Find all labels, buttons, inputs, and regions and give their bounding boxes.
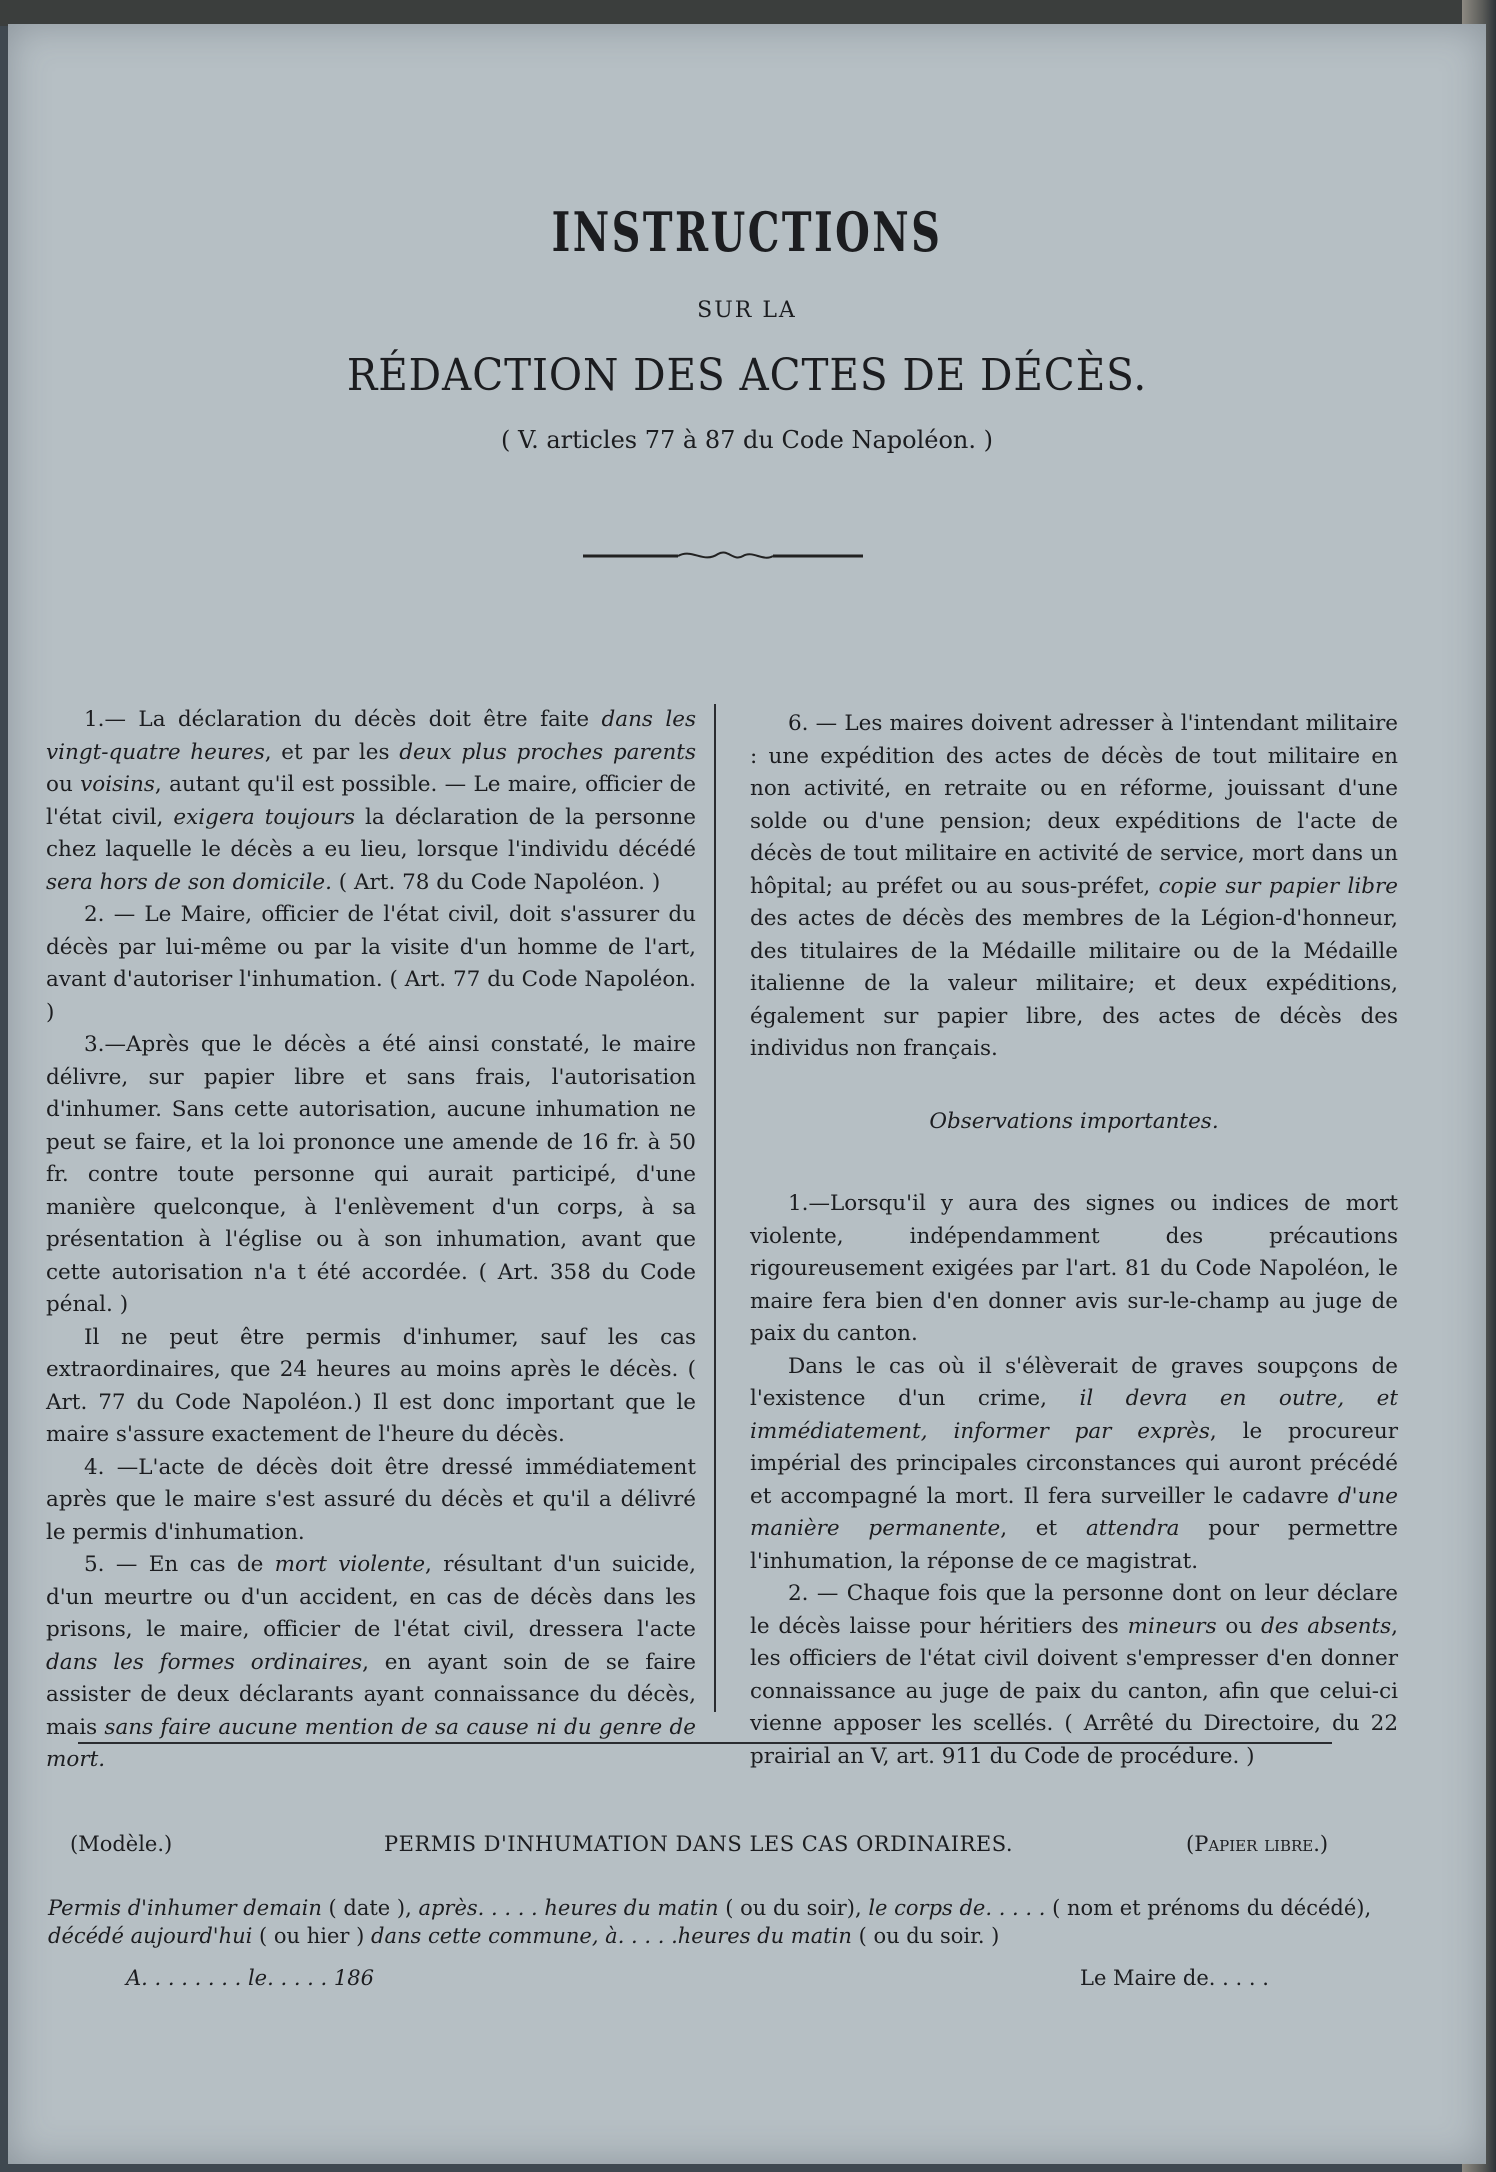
text-run: la déclaration de la personne chez laquelle le décès a eu lieu, lorsque l'individu décédé (46, 804, 696, 862)
column-divider (714, 704, 716, 1712)
left-column (46, 704, 696, 1777)
text-run: , en ayant soin de se faire assister de deux déclarants ayant connaissance du décès, mais (46, 1649, 697, 1740)
italic-text: exigera toujours (173, 804, 355, 830)
book-top-edge (0, 0, 1496, 26)
italic-text: sera hors de son domicile. (46, 869, 332, 895)
text-run: pour permettre l'inhumation, la réponse de ce magistrat. (750, 1516, 1398, 1574)
italic-text: deux plus proches parents (399, 739, 696, 765)
text-run: 6. — Les maires doivent adresser à l'intendant militaire : une expédition des actes de décès de tout militaire en non activité, en retraite ou en réforme, jouissant d'une solde ou d'une pension; deux expéditions de l'acte de décès de tout militaire en activité de service, mort dans un hôpital; au préfet ou au sous-préfet, (750, 711, 1398, 899)
text-run: ou (46, 772, 81, 797)
italic-text: mineurs (1127, 1613, 1217, 1639)
text-run: des actes de décès des membres de la Légion-d'honneur, des titulaires de la Médaille militaire ou de la Médaille italienne de la valeur militaire; et deux expéditions, également sur papier libre, des actes de décès des individus non français. (750, 906, 1398, 1061)
paragraph-p1 (46, 704, 696, 899)
text-run: Il ne peut être permis d'inhumer, sauf les cas extraordinaires, que 24 heures au moins après le décès. ( Art. 77 du Code Napoléon.) Il est donc important que le maire s'assure exactement de l'heure du décès. (46, 1324, 696, 1447)
document-heading: RÉDACTION DES ACTES DE DÉCÈS. (346, 350, 1148, 401)
italic-text: après. . . . . heures du matin (418, 1896, 719, 1920)
text-run: 2. — Le Maire, officier de l'état civil, doit s'assurer du décès par lui-même ou par la visite d'un homme de l'art, avant d'autoriser l'inhumation. ( Art. 77 du Code Napoléon. ) (46, 902, 696, 1025)
italic-text: copie sur papier libre (1158, 873, 1399, 899)
document-title: INSTRUCTIONS (551, 200, 943, 264)
text-run: 2. — Chaque fois que la personne dont on leur déclare le décès laisse pour héritiers des (750, 1581, 1398, 1639)
italic-text: dans les formes ordinaires (46, 1649, 363, 1675)
text-run: , résultant d'un suicide, d'un meurtre ou d'un accident, en cas de décès dans les prisons, le maire, officier de l'état civil, dressera l'acte (46, 1552, 696, 1642)
italic-text: décédé aujourd'hui (48, 1924, 253, 1948)
italic-text: sans faire aucune mention de sa cause ni du genre de mort. (46, 1714, 696, 1772)
italic-text: d'une manière permanente (750, 1483, 1398, 1541)
text-run: Dans le cas où il s'élèverait de graves soupçons de l'existence d'un crime, (750, 1353, 1398, 1411)
italic-text: Permis d'inhumer demain (48, 1896, 322, 1920)
observations-title: Observations importantes. (929, 1108, 1219, 1134)
document-page (8, 24, 1486, 2164)
text-run: ou (1216, 1613, 1261, 1639)
italic-text: dans les vingt-quatre heures (46, 707, 697, 765)
text-run: ( ou du soir. ) (851, 1924, 1000, 1948)
text-run: ( ou hier ) (252, 1924, 371, 1948)
text-run: , et par les (264, 739, 400, 765)
italic-text: mort violente (274, 1552, 426, 1577)
observation-o1b (750, 1351, 1398, 1579)
text-run: , les officiers de l'état civil doivent s'empresser d'en donner connaissance au juge de paix du canton, afin que celui-ci vienne apposer les scellés. ( Arrêté du Directoire, du 22 prairial an V, art. 911 du Code de procédure. ) (750, 1613, 1398, 1769)
text-run: ( Art. 78 du Code Napoléon. ) (331, 869, 661, 895)
right-column (750, 708, 1398, 1773)
text-run: 1.—Lorsqu'il y aura des signes ou indices de mort violente, indépendamment des précautions rigoureusement exigées par l'art. 81 du Code Napoléon, le maire fera bien d'en donner avis sur-le-champ au juge de paix du canton. (750, 1191, 1398, 1346)
italic-text: dans cette commune, à. . . . .heures du matin (371, 1924, 852, 1948)
modele-label: (Modèle.) (70, 1832, 173, 1856)
italic-text: le corps de. . . . . (868, 1896, 1046, 1920)
paragraph-p3 (46, 1029, 696, 1322)
section-divider (78, 1742, 1332, 1744)
text-run: , autant qu'il est possible. — Le maire, officier de l'état civil, (46, 772, 696, 830)
code-reference: ( V. articles 77 à 87 du Code Napoléon. ) (500, 426, 993, 454)
text-run: 4. —L'acte de décès doit être dressé immédiatement après que le maire s'est assuré du décès et qu'il a délivré le permis d'inhumation. (46, 1454, 696, 1545)
papier-libre-label: (Papier libre.) (1186, 1832, 1329, 1856)
maire-signature-line: Le Maire de. . . . . (1080, 1966, 1269, 1990)
italic-text: attendra (1085, 1516, 1180, 1541)
paragraph-p4 (46, 1452, 696, 1550)
permis-title: PERMIS D'INHUMATION DANS LES CAS ORDINAIRES. (384, 1832, 1014, 1856)
observation-o1 (750, 1188, 1398, 1351)
italic-text: il devra en outre, et immédiatement, informer par exprès (750, 1386, 1398, 1444)
paragraph-p3b (46, 1322, 696, 1452)
text-run: ( date ), (321, 1896, 419, 1920)
paragraph-p6 (750, 708, 1398, 1066)
italic-text: voisins (80, 772, 155, 797)
text-run: ( ou du soir), (718, 1896, 869, 1920)
place-date-line: A. . . . . . . . le. . . . . 186 (126, 1966, 374, 1990)
italic-text: des absents (1260, 1613, 1392, 1639)
paragraph-p2 (46, 899, 696, 1029)
text-run: 3.—Après que le décès a été ainsi constaté, le maire délivre, sur papier libre et sans frais, l'autorisation d'inhumer. Sans cette autorisation, aucune inhumation ne peut se faire, et la loi prononce une amende de 16 fr. à 50 fr. contre toute personne qui aurait participé, d'une manière quelconque, à l'enlèvement d'un corps, à sa présentation à l'église ou à son inhumation, avant que cette autorisation n'a t été accordée. ( Art. 358 du Code pénal. ) (46, 1032, 696, 1317)
document-subtitle: SUR LA (697, 298, 797, 323)
permis-text (48, 1894, 1428, 1950)
text-run: , et (1000, 1516, 1086, 1541)
text-run: 5. — En cas de (84, 1552, 275, 1577)
text-run: 1.— La déclaration du décès doit être faite (84, 707, 602, 732)
text-run: , le procureur impérial des principales circonstances qui auront précédé et accompagné la mort. Il fera surveiller le cadavre (750, 1418, 1398, 1509)
text-run: ( nom et prénoms du décédé), (1045, 1896, 1372, 1920)
ornament-divider (583, 544, 863, 568)
